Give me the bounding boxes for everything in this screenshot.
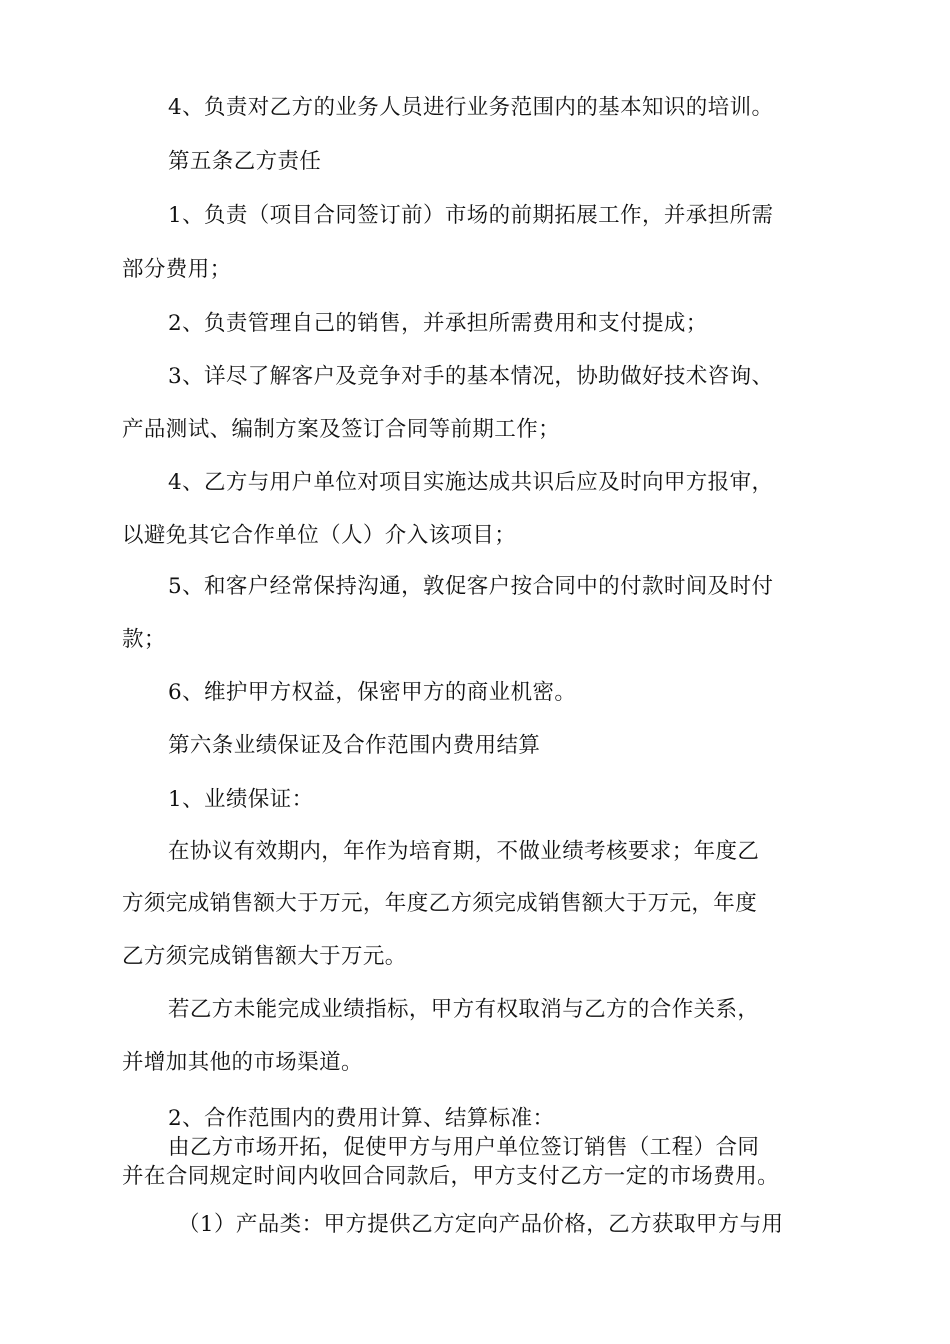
text-line: 款； (122, 627, 166, 652)
text-line: 2、负责管理自己的销售，并承担所需费用和支付提成； (168, 311, 708, 336)
text-line: 1、负责（项目合同签订前）市场的前期拓展工作，并承担所需 (168, 203, 774, 228)
section-heading: 第五条乙方责任 (168, 149, 322, 174)
text-line: （1）产品类：甲方提供乙方定向产品价格，乙方获取甲方与用 (178, 1212, 784, 1237)
text-line: 6、维护甲方权益，保密甲方的商业机密。 (168, 680, 577, 705)
text-line: 若乙方未能完成业绩指标，甲方有权取消与乙方的合作关系， (168, 997, 760, 1022)
section-heading: 第六条业绩保证及合作范围内费用结算 (168, 733, 541, 758)
text-line: 4、乙方与用户单位对项目实施达成共识后应及时向甲方报审， (168, 470, 774, 495)
text-line: 产品测试、编制方案及签订合同等前期工作； (122, 417, 561, 442)
text-line: 由乙方市场开拓，促使甲方与用户单位签订销售（工程）合同 (168, 1135, 760, 1160)
text-line: 并增加其他的市场渠道。 (122, 1050, 363, 1075)
text-line: 2、合作范围内的费用计算、结算标准： (168, 1106, 555, 1131)
text-line: 在协议有效期内，年作为培育期，不做业绩考核要求；年度乙 (168, 839, 760, 864)
text-line: 部分费用； (122, 257, 232, 282)
text-line: 1、业绩保证： (168, 787, 314, 812)
text-line: 以避免其它合作单位（人）介入该项目； (122, 523, 517, 548)
text-line: 方须完成销售额大于万元，年度乙方须完成销售额大于万元，年度 (122, 891, 758, 916)
text-line: 乙方须完成销售额大于万元。 (122, 944, 407, 969)
text-line: 3、详尽了解客户及竞争对手的基本情况，协助做好技术咨询、 (168, 364, 774, 389)
text-line: 4、负责对乙方的业务人员进行业务范围内的基本知识的培训。 (168, 95, 774, 120)
text-line: 并在合同规定时间内收回合同款后，甲方支付乙方一定的市场费用。 (122, 1164, 780, 1189)
text-line: 5、和客户经常保持沟通，敦促客户按合同中的付款时间及时付 (168, 574, 774, 599)
